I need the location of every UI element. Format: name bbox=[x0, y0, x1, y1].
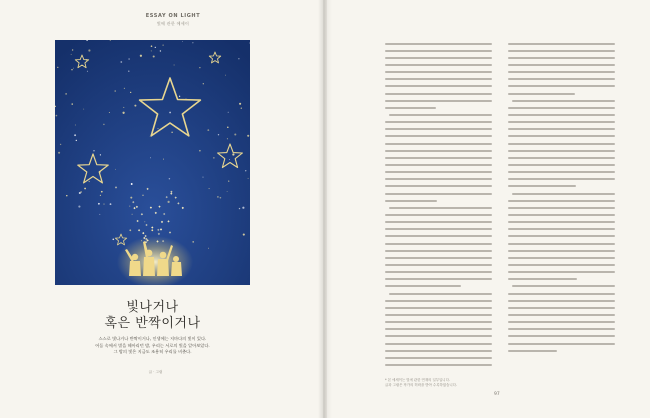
tiny-star bbox=[65, 93, 67, 95]
tiny-star bbox=[153, 55, 155, 57]
tiny-star bbox=[179, 96, 180, 97]
tiny-star bbox=[75, 124, 76, 125]
tiny-star bbox=[213, 157, 214, 158]
tiny-star bbox=[103, 204, 104, 205]
tiny-star bbox=[76, 140, 77, 141]
body-text-line bbox=[385, 318, 492, 325]
body-column-1 bbox=[385, 40, 492, 372]
body-text-line bbox=[508, 133, 615, 140]
body-text-line bbox=[385, 204, 492, 211]
tiny-star bbox=[109, 112, 110, 113]
tiny-star bbox=[218, 134, 219, 135]
tiny-star bbox=[131, 183, 133, 185]
body-text-line bbox=[385, 254, 492, 261]
body-text-line bbox=[508, 169, 615, 176]
body-text-line bbox=[385, 76, 492, 83]
body-text-line bbox=[385, 169, 492, 176]
body-text-line bbox=[385, 40, 492, 47]
tiny-star bbox=[199, 67, 200, 68]
tiny-star bbox=[88, 49, 90, 51]
tiny-star bbox=[243, 234, 245, 236]
body-text-line bbox=[508, 104, 615, 111]
intro-line-2: 어둠 속에서 별을 헤아리던 밤, 우리는 서로의 빛을 알아보았다. bbox=[95, 342, 210, 348]
tiny-star bbox=[93, 150, 94, 151]
intro-line-1: 스스로 빛나거나 반짝이거나, 인생에는 저마다의 빛이 있다. bbox=[98, 336, 207, 341]
tiny-star bbox=[115, 169, 116, 170]
footnote bbox=[385, 378, 513, 388]
tiny-star bbox=[203, 177, 204, 178]
tiny-star bbox=[220, 197, 222, 199]
body-text-line bbox=[508, 247, 615, 254]
tiny-star bbox=[225, 75, 226, 76]
footnote-line-2: 글과 그림은 작가의 허락을 받아 수록하였습니다. bbox=[385, 383, 457, 387]
tiny-star bbox=[248, 178, 249, 179]
tiny-star bbox=[87, 71, 88, 72]
body-text-line bbox=[385, 247, 492, 254]
page-gutter bbox=[318, 0, 332, 418]
body-text-line bbox=[385, 219, 492, 226]
body-text-line bbox=[385, 283, 492, 290]
title-line-1: 빛나거나 bbox=[126, 300, 179, 315]
running-head-section: ESSAY ON LIGHT bbox=[145, 13, 201, 19]
body-text-line bbox=[508, 126, 615, 133]
tiny-star bbox=[74, 134, 76, 136]
body-text-line bbox=[385, 97, 492, 104]
tiny-star bbox=[228, 112, 229, 113]
tiny-star bbox=[84, 188, 86, 190]
tiny-star bbox=[134, 105, 136, 107]
tiny-star bbox=[78, 206, 80, 208]
footnote-line-1: * 본 에세이는 빛에 관한 연재의 일부입니다. bbox=[385, 378, 450, 382]
body-text-line bbox=[385, 326, 492, 333]
tiny-star bbox=[207, 129, 209, 131]
body-text-line bbox=[385, 161, 492, 168]
tiny-star bbox=[72, 103, 73, 104]
tiny-star bbox=[112, 238, 114, 240]
body-text bbox=[385, 40, 615, 372]
tiny-star bbox=[56, 115, 58, 117]
body-text-line bbox=[508, 161, 615, 168]
body-text-line bbox=[508, 269, 615, 276]
tiny-star bbox=[192, 42, 193, 43]
body-text-line bbox=[385, 261, 492, 268]
tiny-star bbox=[128, 71, 129, 72]
body-text-line bbox=[508, 176, 615, 183]
body-text-line bbox=[385, 183, 492, 190]
body-text-line bbox=[385, 226, 492, 233]
tiny-star bbox=[192, 241, 194, 243]
body-text-line bbox=[508, 54, 615, 61]
tiny-star bbox=[182, 41, 183, 42]
tiny-star bbox=[209, 188, 210, 189]
body-text-line bbox=[508, 147, 615, 154]
body-text-line bbox=[385, 69, 492, 76]
body-text-line bbox=[385, 276, 492, 283]
tiny-star bbox=[132, 214, 133, 215]
body-text-line bbox=[508, 318, 615, 325]
tiny-star bbox=[242, 207, 244, 209]
tiny-star bbox=[163, 159, 164, 160]
body-text-line bbox=[508, 204, 615, 211]
body-text-line bbox=[385, 347, 492, 354]
tiny-star bbox=[169, 178, 170, 179]
night-sky-image bbox=[55, 40, 250, 285]
article-credit: 글 · 그림 bbox=[148, 370, 163, 374]
body-text-line bbox=[508, 140, 615, 147]
tiny-star bbox=[232, 153, 234, 155]
body-text-line bbox=[385, 233, 492, 240]
tiny-star bbox=[110, 203, 112, 205]
body-text-line bbox=[385, 304, 492, 311]
body-text-line bbox=[508, 326, 615, 333]
tiny-star bbox=[245, 170, 246, 171]
tiny-star bbox=[114, 90, 116, 92]
tiny-star bbox=[80, 191, 82, 193]
body-text-line bbox=[508, 83, 615, 90]
article-title bbox=[55, 300, 250, 332]
body-text-line bbox=[385, 126, 492, 133]
body-text-line bbox=[508, 240, 615, 247]
body-text-line bbox=[508, 154, 615, 161]
tiny-star bbox=[227, 191, 228, 192]
body-text-line bbox=[385, 154, 492, 161]
body-text-line bbox=[385, 147, 492, 154]
body-text-line bbox=[508, 183, 615, 190]
body-text-line bbox=[508, 276, 615, 283]
body-text-line bbox=[508, 226, 615, 233]
body-text-line bbox=[385, 190, 492, 197]
body-text-line bbox=[385, 176, 492, 183]
body-text-line bbox=[385, 133, 492, 140]
body-text-line bbox=[508, 40, 615, 47]
body-text-line bbox=[508, 90, 615, 97]
tiny-star bbox=[169, 112, 171, 114]
tiny-star bbox=[208, 248, 209, 249]
tiny-star bbox=[122, 112, 124, 114]
body-text-line bbox=[385, 83, 492, 90]
page-number: 97 bbox=[494, 392, 500, 397]
tiny-star bbox=[174, 64, 175, 65]
tiny-star bbox=[120, 61, 122, 63]
intro-line-3: 그 밤의 빛은 지금도 조용히 우리를 비춘다. bbox=[113, 349, 192, 355]
body-text-line bbox=[508, 261, 615, 268]
tiny-star bbox=[73, 68, 74, 69]
body-text-line bbox=[508, 333, 615, 340]
body-text-line bbox=[508, 219, 615, 226]
body-text-line bbox=[385, 361, 492, 368]
body-text-line bbox=[385, 290, 492, 297]
body-text-line bbox=[508, 47, 615, 54]
tiny-star bbox=[140, 55, 142, 57]
tiny-star bbox=[100, 154, 101, 155]
body-text-line bbox=[508, 347, 615, 354]
tiny-star bbox=[151, 45, 153, 47]
tiny-star bbox=[155, 47, 156, 48]
tiny-star bbox=[151, 50, 152, 51]
body-text-line bbox=[385, 111, 492, 118]
body-text-line bbox=[385, 47, 492, 54]
tiny-star bbox=[71, 54, 72, 55]
body-text-line bbox=[385, 340, 492, 347]
running-head-subtitle: 빛에 관한 에세이 bbox=[156, 21, 190, 26]
tiny-star bbox=[199, 150, 201, 152]
tiny-star bbox=[228, 180, 229, 181]
body-text-line bbox=[508, 304, 615, 311]
tiny-star bbox=[241, 108, 242, 109]
night-sky-illustration bbox=[55, 40, 250, 285]
body-text-line bbox=[508, 69, 615, 76]
body-column-2 bbox=[508, 40, 615, 372]
tiny-star bbox=[98, 203, 100, 205]
title-line-2: 혹은 반짝이거나 bbox=[104, 316, 201, 331]
body-text-line bbox=[508, 119, 615, 126]
tiny-star bbox=[142, 195, 143, 196]
tiny-star bbox=[130, 197, 132, 199]
body-text-line bbox=[385, 269, 492, 276]
tiny-star bbox=[99, 214, 100, 215]
tiny-star bbox=[57, 67, 58, 68]
body-text-line bbox=[508, 76, 615, 83]
tiny-star bbox=[229, 159, 230, 160]
tiny-star bbox=[129, 206, 130, 207]
body-text-line bbox=[508, 97, 615, 104]
body-text-line bbox=[385, 333, 492, 340]
body-text-line bbox=[508, 297, 615, 304]
body-text-line bbox=[385, 119, 492, 126]
tiny-star bbox=[158, 128, 159, 129]
body-text-line bbox=[508, 111, 615, 118]
tiny-star bbox=[71, 69, 72, 70]
tiny-star bbox=[151, 229, 153, 231]
body-text-line bbox=[508, 211, 615, 218]
running-head bbox=[118, 13, 228, 27]
tiny-star bbox=[100, 195, 101, 196]
tiny-star bbox=[60, 144, 61, 145]
tiny-star bbox=[130, 92, 131, 93]
tiny-star bbox=[247, 135, 249, 137]
tiny-star bbox=[167, 201, 169, 203]
body-text-line bbox=[385, 61, 492, 68]
tiny-star bbox=[83, 109, 84, 110]
tiny-star bbox=[58, 152, 60, 154]
tiny-star bbox=[129, 229, 131, 231]
body-text-line bbox=[385, 311, 492, 318]
tiny-star bbox=[150, 157, 151, 158]
article-intro bbox=[50, 336, 255, 356]
body-text-line bbox=[508, 233, 615, 240]
tiny-star bbox=[124, 88, 125, 89]
body-text-line bbox=[385, 140, 492, 147]
tiny-star bbox=[162, 44, 163, 45]
tiny-star bbox=[66, 195, 67, 196]
tiny-star bbox=[72, 49, 73, 50]
body-text-line bbox=[508, 61, 615, 68]
body-text-line bbox=[508, 311, 615, 318]
body-text-line bbox=[385, 197, 492, 204]
body-text-line bbox=[508, 283, 615, 290]
body-text-line bbox=[385, 240, 492, 247]
tiny-star bbox=[203, 83, 204, 84]
tiny-star bbox=[227, 138, 228, 139]
body-text-line bbox=[385, 90, 492, 97]
tiny-star bbox=[239, 103, 241, 105]
tiny-star bbox=[150, 136, 151, 137]
body-text-line bbox=[385, 54, 492, 61]
body-text-line bbox=[385, 297, 492, 304]
tiny-star bbox=[227, 127, 229, 129]
body-text-line bbox=[385, 211, 492, 218]
tiny-star bbox=[238, 58, 239, 59]
tiny-star bbox=[234, 133, 236, 135]
tiny-star bbox=[103, 124, 105, 126]
tiny-star bbox=[239, 208, 240, 209]
tiny-star bbox=[128, 58, 130, 60]
tiny-star bbox=[171, 132, 172, 133]
body-text-line bbox=[508, 190, 615, 197]
tiny-star bbox=[160, 50, 161, 51]
body-text-line bbox=[385, 354, 492, 361]
tiny-star bbox=[101, 191, 103, 193]
tiny-star bbox=[217, 196, 219, 198]
body-text-line bbox=[385, 104, 492, 111]
body-text-line bbox=[508, 197, 615, 204]
tiny-star bbox=[123, 107, 124, 108]
body-text-line bbox=[508, 290, 615, 297]
tiny-star bbox=[144, 221, 145, 222]
body-text-line bbox=[508, 340, 615, 347]
tiny-star bbox=[89, 181, 90, 182]
left-page bbox=[0, 0, 323, 418]
body-text-line bbox=[508, 254, 615, 261]
